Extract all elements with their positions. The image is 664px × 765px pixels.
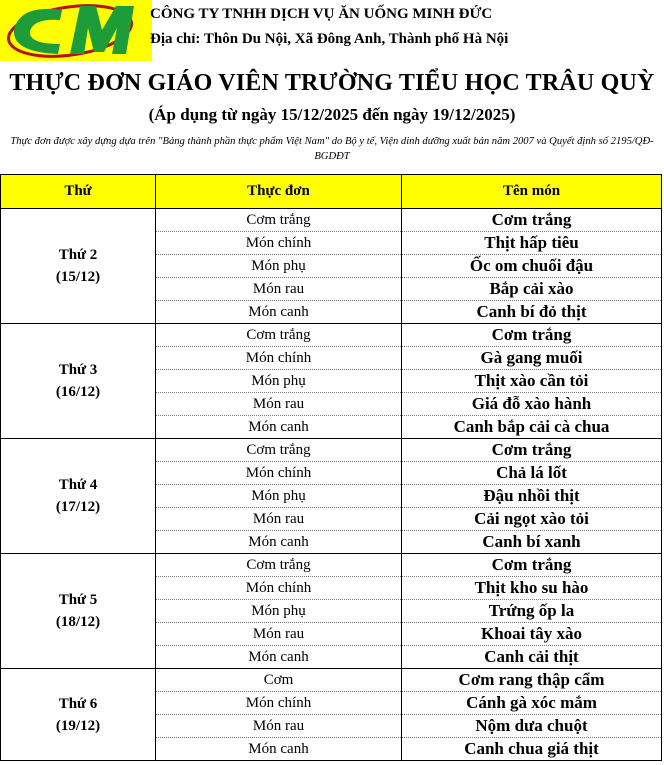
- dish-name: Cơm trắng: [402, 554, 662, 577]
- day-label: Thứ 5: [58, 592, 98, 608]
- dish-name: Ốc om chuối đậu: [402, 255, 662, 278]
- meal-category: Món phụ: [156, 255, 402, 278]
- meal-category: Cơm trắng: [156, 324, 402, 347]
- meal-category: Cơm trắng: [156, 209, 402, 232]
- dish-name: Thịt hấp tiêu: [402, 232, 662, 255]
- dish-name: Thịt xào cần tỏi: [402, 370, 662, 393]
- dish-name: Cơm rang thập cẩm: [402, 669, 662, 692]
- company-address: Địa chỉ: Thôn Du Nội, Xã Đông Anh, Thành phố Hà Nội: [150, 31, 509, 47]
- menu-table: [0, 174, 662, 761]
- meal-category: Món chính: [156, 347, 402, 370]
- minh-duc-logo-icon: [0, 0, 152, 61]
- dish-name: Cơm trắng: [402, 439, 662, 462]
- day-cell: [1, 439, 156, 554]
- meal-category: Món chính: [156, 462, 402, 485]
- dish-name: Khoai tây xào: [402, 623, 662, 646]
- table-row: [1, 669, 662, 692]
- meal-category: Cơm trắng: [156, 554, 402, 577]
- dish-name: Cơm trắng: [402, 324, 662, 347]
- meal-category: Món canh: [156, 416, 402, 439]
- meal-category: Món chính: [156, 692, 402, 715]
- day-label: Thứ 4: [58, 477, 98, 493]
- day-date: (19/12): [55, 717, 101, 734]
- meal-category: Món rau: [156, 278, 402, 301]
- dish-name: Canh bắp cải cà chua: [402, 416, 662, 439]
- table-row: [1, 554, 662, 577]
- header-dish: Tên món: [402, 175, 662, 209]
- meal-category: Món phụ: [156, 600, 402, 623]
- header-category: Thực đơn: [156, 175, 402, 209]
- day-label: Thứ 6: [58, 695, 98, 712]
- day-cell: [1, 554, 156, 669]
- source-note: Thực đơn được xây dựng dựa trên "Bảng thành phần thực phẩm Việt Nam" do Bộ y tế, Viện dinh dưỡng xuất bản năm 2007 và Quyết định số 2195/QĐ-BGDĐT: [10, 136, 654, 162]
- meal-category: Món canh: [156, 531, 402, 554]
- dish-name: Chả lá lốt: [402, 462, 662, 485]
- dish-name: Gà gang muối: [402, 347, 662, 370]
- date-range-subtitle: (Áp dụng từ ngày 15/12/2025 đến ngày 19/12/2025): [148, 105, 516, 124]
- meal-category: Cơm trắng: [156, 439, 402, 462]
- day-cell: [1, 209, 156, 324]
- table-header-row: [1, 175, 662, 209]
- meal-category: Món rau: [156, 508, 402, 531]
- dish-name: Cơm trắng: [402, 209, 662, 232]
- meal-category: Món phụ: [156, 485, 402, 508]
- page-title: THỰC ĐƠN GIÁO VIÊN TRƯỜNG TIỂU HỌC TRÂU QUỲ: [9, 70, 655, 96]
- dish-name: Bắp cải xào: [402, 278, 662, 301]
- meal-category: Món rau: [156, 393, 402, 416]
- day-label: Thứ 2: [58, 247, 98, 263]
- dish-name: Thịt kho su hào: [402, 577, 662, 600]
- table-row: [1, 209, 662, 232]
- meal-category: Món chính: [156, 232, 402, 255]
- dish-name: Canh chua giá thịt: [402, 738, 662, 761]
- day-date: (17/12): [55, 499, 101, 515]
- dish-name: Nộm dưa chuột: [402, 715, 662, 738]
- day-cell: [1, 324, 156, 439]
- dish-name: Canh bí đỏ thịt: [402, 301, 662, 324]
- meal-category: Món canh: [156, 738, 402, 761]
- company-name: CÔNG TY TNHH DỊCH VỤ ĂN UỐNG MINH ĐỨC: [150, 6, 493, 22]
- day-date: (18/12): [55, 614, 101, 630]
- meal-category: Món canh: [156, 301, 402, 324]
- dish-name: Giá đỗ xào hành: [402, 393, 662, 416]
- meal-category: Món rau: [156, 623, 402, 646]
- day-date: (15/12): [55, 269, 101, 285]
- meal-category: Món chính: [156, 577, 402, 600]
- table-row: [1, 439, 662, 462]
- company-logo: [0, 0, 152, 61]
- meal-category: Cơm: [156, 669, 402, 692]
- dish-name: Canh bí xanh: [402, 531, 662, 554]
- menu-table-body: [1, 209, 662, 761]
- dish-name: Đậu nhồi thịt: [402, 485, 662, 508]
- meal-category: Món rau: [156, 715, 402, 738]
- meal-category: Món canh: [156, 646, 402, 669]
- dish-name: Trứng ốp la: [402, 600, 662, 623]
- day-label: Thứ 3: [58, 362, 98, 378]
- table-row: [1, 324, 662, 347]
- meal-category: Món phụ: [156, 370, 402, 393]
- day-date: (16/12): [55, 384, 101, 400]
- dish-name: Canh cải thịt: [402, 646, 662, 669]
- header-day: Thứ: [1, 175, 156, 209]
- dish-name: Cánh gà xóc mắm: [402, 692, 662, 715]
- day-cell: [1, 669, 156, 761]
- dish-name: Cải ngọt xào tỏi: [402, 508, 662, 531]
